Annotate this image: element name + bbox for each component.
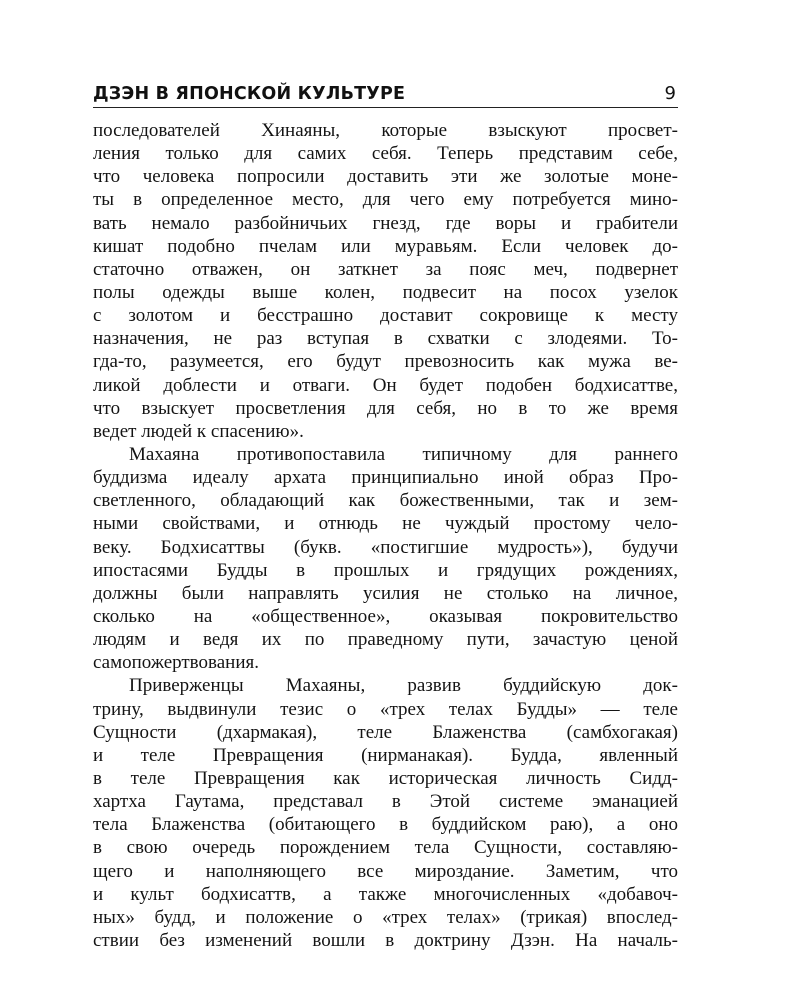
page-number: 9 (664, 83, 676, 104)
text-line: последователей Хинаяны, которые взыскуют просвет- (93, 120, 678, 141)
text-line: людям и ведя их по праведному пути, зачастую ценой (93, 629, 678, 651)
header-rule (93, 107, 678, 108)
text-line: гда-то, разумеется, его будут превозносить как мужа ве- (93, 351, 678, 373)
text-line: назначения, не раз вступая в схватки с злодеями. То- (93, 328, 678, 350)
text-line: что взыскует просветления для себя, но в то же время (93, 397, 678, 419)
text-line: веку. Бодхисаттвы (букв. «постигшие мудрость»), будучи (93, 536, 678, 558)
text-line: с золотом и бесстрашно доставит сокровище к месту (93, 305, 678, 327)
paragraph-3 (93, 674, 678, 952)
text-line: ления только для самих себя. Теперь представим себе, (93, 143, 678, 165)
text-line: ликой доблести и отваги. Он будет подобен бодхисаттве, (93, 374, 678, 396)
running-title: ДЗЭН В ЯПОНСКОЙ КУЛЬТУРЕ (93, 84, 406, 104)
text-line: ствии без изменений вошли в доктрину Дзэн. На началь- (93, 929, 678, 951)
paragraph-1 (93, 119, 678, 443)
text-line: хартха Гаутама, представал в Этой системе эманацией (93, 791, 678, 813)
text-line: ипостасями Будды в прошлых и грядущих рождениях, (93, 559, 678, 581)
text-line: сколько на «общественное», оказывая покровительство (93, 605, 678, 627)
running-header (93, 82, 678, 106)
text-line: щего и наполняющего все мироздание. Заметим, что (93, 860, 678, 882)
text-line: трину, выдвинули тезис о «трех телах Будды» — теле (93, 698, 678, 720)
text-line: и культ бодхисаттв, а также многочисленных «добавоч- (93, 883, 678, 905)
text-line: ными свойствами, и отнюдь не чуждый простому чело- (93, 513, 678, 535)
text-line: статочно отважен, он заткнет за пояс меч, подвернет (93, 258, 678, 280)
text-line: в свою очередь порождением тела Сущности, составляю- (93, 837, 678, 859)
text-line: ты в определенное место, для чего ему потребуется мино- (93, 189, 678, 211)
text-line: ведет людей к спасению». (93, 420, 304, 442)
text-line: Махаяна противопоставила типичному для раннего (129, 443, 678, 465)
text-line: светленного, обладающий как божественными, так и зем- (93, 490, 678, 512)
text-line: и теле Превращения (нирманакая). Будда, явленный (93, 744, 678, 766)
text-line: кишат подобно пчелам или муравьям. Если человек до- (93, 235, 678, 257)
text-line: полы одежды выше колен, подвесит на посох узелок (93, 281, 678, 303)
text-line: вать немало разбойничьих гнезд, где воры и грабители (93, 212, 678, 234)
body-text (93, 119, 678, 952)
text-line: в теле Превращения как историческая личность Сидд- (93, 767, 678, 789)
text-line: тела Блаженства (обитающего в буддийском раю), а оно (93, 814, 678, 836)
text-line: буддизма идеалу архата принципиально иной образ Про- (93, 467, 678, 489)
text-line: Приверженцы Махаяны, развив буддийскую док- (129, 675, 678, 697)
text-line: что человека попросили доставить эти же золотые моне- (93, 166, 678, 188)
text-line: должны были направлять усилия не столько на личное, (93, 582, 678, 604)
text-line: Сущности (дхармакая), теле Блаженства (самбхогакая) (93, 721, 678, 743)
paragraph-2 (93, 443, 678, 674)
text-line: ных» будд, и положение о «трех телах» (трикая) впослед- (93, 906, 678, 928)
text-line: самопожертвования. (93, 652, 259, 674)
